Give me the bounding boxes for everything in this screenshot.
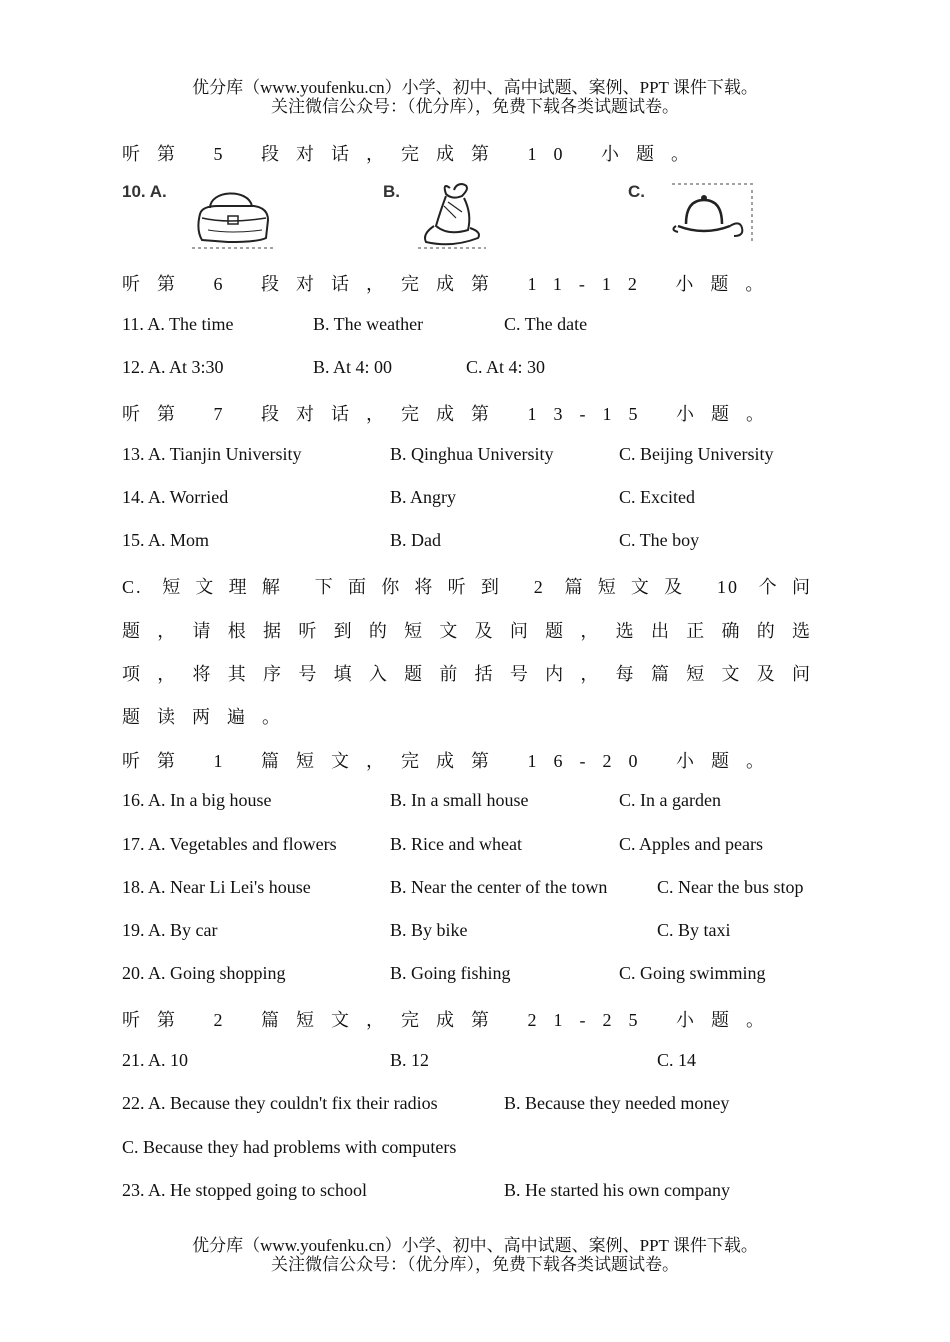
q17-option-b: B. Rice and wheat [390, 834, 522, 854]
handbag-icon [188, 180, 278, 252]
q16-option-a: 16. A. In a big house [122, 790, 272, 810]
footer-line-1: 优分库（www.youfenku.cn）小学、初中、高中试题、案例、PPT 课件下载。 [192, 1236, 758, 1255]
q16-option-b: B. In a small house [390, 790, 529, 810]
q14-option-b: B. Angry [390, 487, 457, 507]
part-c-instructions-line-3: 项，将其序号填入题前括号内，每篇短文及问 [122, 664, 812, 684]
q13-option-c: C. Beijing University [619, 444, 774, 464]
q11-option-a: 11. A. The time [122, 314, 234, 334]
section-passage-1: 听第 1 篇短文，完成第 16-20 小题。 [122, 751, 781, 771]
q21-option-b: B. 12 [390, 1050, 430, 1070]
part-c-instructions-line-1: C. 短文理解 下面你将听到 2 篇短文及 10 个问 [122, 577, 812, 597]
q14-option-c: C. Excited [619, 487, 695, 507]
q14-option-a: 14. A. Worried [122, 487, 229, 507]
q18-option-a: 18. A. Near Li Lei's house [122, 877, 311, 897]
q13-option-b: B. Qinghua University [390, 444, 554, 464]
header-line-1: 优分库（www.youfenku.cn）小学、初中、高中试题、案例、PPT 课件下载。 [192, 78, 758, 97]
footer-line-2: 关注微信公众号：（优分库），免费下载各类试题试卷。 [271, 1255, 679, 1274]
section-passage-2: 听第 2 篇短文，完成第 21-25 小题。 [122, 1010, 781, 1030]
q21-option-c: C. 14 [657, 1050, 697, 1070]
section-dialogue-5: 听第 5 段对话，完成第 10 小题。 [122, 144, 706, 164]
header-line-2: 关注微信公众号：（优分库），免费下载各类试题试卷。 [271, 97, 679, 116]
q23-option-a: 23. A. He stopped going to school [122, 1180, 367, 1200]
q10-label-a: 10. A. [122, 182, 167, 201]
q19-option-b: B. By bike [390, 920, 468, 940]
q22-option-c: C. Because they had problems with computers [122, 1137, 457, 1157]
q11-option-c: C. The date [504, 314, 588, 334]
q13-option-a: 13. A. Tianjin University [122, 444, 302, 464]
q11-option-b: B. The weather [313, 314, 424, 334]
q20-option-a: 20. A. Going shopping [122, 963, 286, 983]
part-c-instructions-line-2: 题，请根据听到的短文及问题，选出正确的选 [122, 621, 812, 641]
section-dialogue-7: 听第 7 段对话，完成第 13-15 小题。 [122, 404, 781, 424]
q21-option-a: 21. A. 10 [122, 1050, 189, 1070]
page-header [0, 78, 950, 116]
q12-option-b: B. At 4: 00 [313, 357, 393, 377]
section-dialogue-6: 听第 6 段对话，完成第 11-12 小题。 [122, 274, 781, 294]
q15-option-c: C. The boy [619, 530, 700, 550]
page-footer [0, 1236, 950, 1274]
q20-option-c: C. Going swimming [619, 963, 766, 983]
q17-option-c: C. Apples and pears [619, 834, 763, 854]
q19-option-a: 19. A. By car [122, 920, 218, 940]
q16-option-c: C. In a garden [619, 790, 721, 810]
q23-option-b: B. He started his own company [504, 1180, 730, 1200]
cap-with-cord-icon [668, 180, 758, 252]
q15-option-a: 15. A. Mom [122, 530, 210, 550]
q22-option-a: 22. A. Because they couldn't fix their radios [122, 1093, 438, 1113]
q20-option-b: B. Going fishing [390, 963, 511, 983]
q17-option-a: 17. A. Vegetables and flowers [122, 834, 337, 854]
q22-option-b: B. Because they needed money [504, 1093, 730, 1113]
q19-option-c: C. By taxi [657, 920, 731, 940]
q12-option-a: 12. A. At 3:30 [122, 357, 224, 377]
hat-icon [412, 178, 492, 252]
q18-option-b: B. Near the center of the town [390, 877, 608, 897]
part-c-instructions-line-4: 题读两遍。 [122, 707, 297, 727]
q10-label-c: C. [628, 182, 645, 201]
q18-option-c: C. Near the bus stop [657, 877, 804, 897]
q12-option-c: C. At 4: 30 [466, 357, 546, 377]
q15-option-b: B. Dad [390, 530, 441, 550]
q10-label-b: B. [383, 182, 400, 201]
